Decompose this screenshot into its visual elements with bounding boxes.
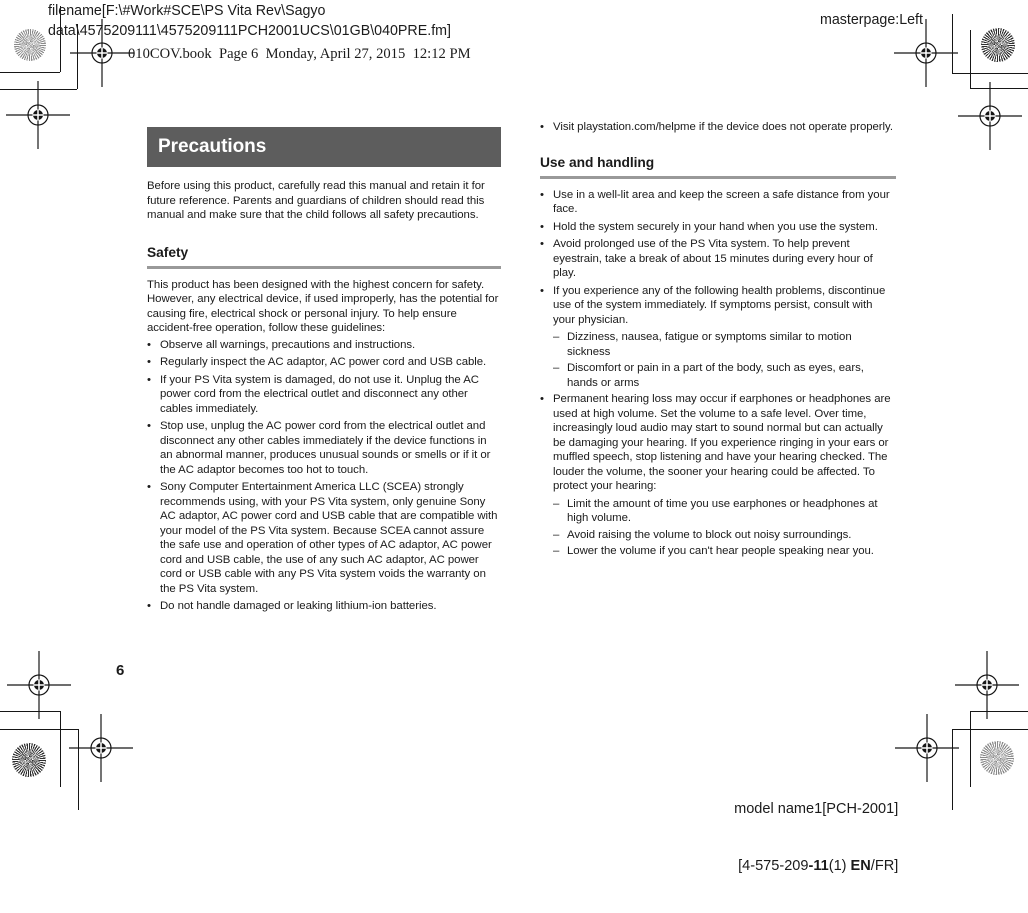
section-heading-use-and-handling: Use and handling <box>540 154 655 170</box>
list-item: • Sony Computer Entertainment America LLC (SCEA) strongly recommends using, with your PS Vita system, only genuine Sony AC adaptor, AC power cord and USB cable that are compatible with your model of the PS Vita system. Because SCEA cannot assure the safe use and operation of other types of AC adaptor, AC power cord and USB cable, the use of any such AC adaptor, AC power cord or USB cable with any PS Vita system voids the warranty on the PS Vita system. <box>147 481 498 595</box>
bullet-glyph: • <box>540 238 544 250</box>
trim-mark <box>0 729 78 730</box>
list-item: • Use in a well-lit area and keep the screen a safe distance from your face. <box>540 188 890 215</box>
bullet-glyph: • <box>540 284 544 297</box>
colophon <box>734 761 898 913</box>
color-calibration-icon <box>981 28 1015 62</box>
intro-paragraph: Before using this product, carefully read this manual and retain it for future reference. Parents and guardians of children should read this manual and make sure that the child follows all safety precautions. <box>147 180 485 221</box>
proof-filename <box>48 1 451 40</box>
bullet-glyph: • <box>147 420 151 432</box>
dash-glyph: – <box>553 545 560 557</box>
color-calibration-icon <box>980 741 1014 775</box>
sub-list-item: – Discomfort or pain in a part of the body, such as eyes, ears, hands or arms <box>553 362 864 389</box>
list-item: • If your PS Vita system is damaged, do not use it. Unplug the AC power cord from the electrical outlet and disconnect any other cables immediately. <box>147 373 479 415</box>
section-heading-safety: Safety <box>147 244 189 260</box>
trim-mark <box>60 711 61 787</box>
list-item: • Hold the system securely in your hand when you use the system. <box>540 220 878 233</box>
sub-list-item: – Limit the amount of time you use earphones or headphones at high volume. <box>553 497 878 524</box>
list-item: • Regularly inspect the AC adaptor, AC power cord and USB cable. <box>147 356 487 368</box>
list-item: • Visit playstation.com/helpme if the device does not operate properly. <box>540 121 893 133</box>
registration-mark-icon <box>7 651 71 719</box>
trim-mark <box>952 73 1028 74</box>
trim-mark <box>970 30 971 88</box>
dash-glyph: – <box>553 497 560 510</box>
page-number: 6 <box>116 662 125 679</box>
sub-list-item: – Avoid raising the volume to block out noisy surroundings. <box>553 528 852 541</box>
dash-glyph: – <box>553 331 560 343</box>
registration-mark-icon <box>69 714 133 782</box>
page-title: Precautions <box>147 127 501 167</box>
use-handling-bullet-list <box>540 188 896 559</box>
left-column <box>147 127 501 617</box>
list-item: • If you experience any of the following health problems, discontinue use of the system immediately. If symptoms persist, consult with your physician. <box>540 284 886 326</box>
registration-mark-icon <box>958 82 1022 150</box>
list-item: • Do not handle damaged or leaking lithium-ion batteries. <box>147 600 437 612</box>
top-bullet-list <box>540 120 896 135</box>
part-number-line: [4-575-209-11(1) EN/FR] <box>737 857 898 874</box>
bullet-glyph: • <box>540 393 544 405</box>
sub-list-item: – Lower the volume if you can't hear people speaking near you. <box>553 545 874 557</box>
bullet-glyph: • <box>540 220 544 233</box>
registration-mark-icon <box>6 81 70 149</box>
model-name-line: model name1[PCH-2001] <box>733 800 898 817</box>
section-rule <box>147 266 501 269</box>
color-calibration-icon <box>14 29 46 61</box>
safety-bullet-list <box>147 338 501 614</box>
bullet-glyph: • <box>147 600 151 612</box>
list-item: • Avoid prolonged use of the PS Vita system. To help prevent eyestrain, take a break of about 15 minutes during every hour of play. <box>540 238 873 279</box>
bullet-glyph: • <box>540 188 544 201</box>
list-item: • Stop use, unplug the AC power cord from the electrical outlet and disconnect any other cables immediately if the device functions in an abnormal manner, produces unusual sounds or smells or if it or the AC adaptor becomes too hot to touch. <box>147 420 491 476</box>
dash-glyph: – <box>553 528 560 541</box>
bullet-glyph: • <box>147 356 151 368</box>
bullet-glyph: • <box>540 121 544 133</box>
bullet-glyph: • <box>147 481 151 493</box>
color-calibration-icon <box>12 743 46 777</box>
list-item: • Permanent hearing loss may occur if earphones or headphones are used at high volume. Set the volume to a safe level. Over time, increasingly loud audio may start to sound normal but can actually be damaging your hearing. If you experience ringing in your ears or muffled speech, stop listening and have your hearing checked. The louder the volume, the sooner your hearing could be affected. To protect your hearing: <box>540 393 891 492</box>
proof-filename-line2: data\4575209111\4575209111PCH2001UCS\01GB\040PRE.fm] <box>48 21 451 39</box>
trim-mark <box>970 711 971 787</box>
dash-glyph: – <box>553 362 560 374</box>
safety-lead-paragraph: This product has been designed with the highest concern for safety. However, any electrical device, if used improperly, has the potential for causing fire, electrical shock or personal injury. To help ensure accident-free operation, follow these guidelines: <box>147 278 499 334</box>
proof-masterpage: masterpage:Left <box>820 11 923 28</box>
registration-mark-icon <box>894 19 958 87</box>
trim-mark <box>952 729 1028 730</box>
right-column <box>540 120 896 561</box>
registration-mark-icon <box>895 714 959 782</box>
list-item: • Observe all warnings, precautions and instructions. <box>147 338 416 351</box>
section-rule <box>540 176 896 179</box>
trim-mark <box>0 72 60 73</box>
bullet-glyph: • <box>147 338 151 351</box>
proof-filename-line1: filename[F:\#Work#SCE\PS Vita Rev\Sagyo <box>48 2 326 19</box>
proof-book-info: 010COV.book Page 6 Monday, April 27, 2015 12:12 PM <box>128 46 471 62</box>
registration-mark-icon <box>955 651 1019 719</box>
bullet-glyph: • <box>147 373 151 386</box>
sub-list-item: – Dizziness, nausea, fatigue or symptoms similar to motion sickness <box>553 331 852 358</box>
